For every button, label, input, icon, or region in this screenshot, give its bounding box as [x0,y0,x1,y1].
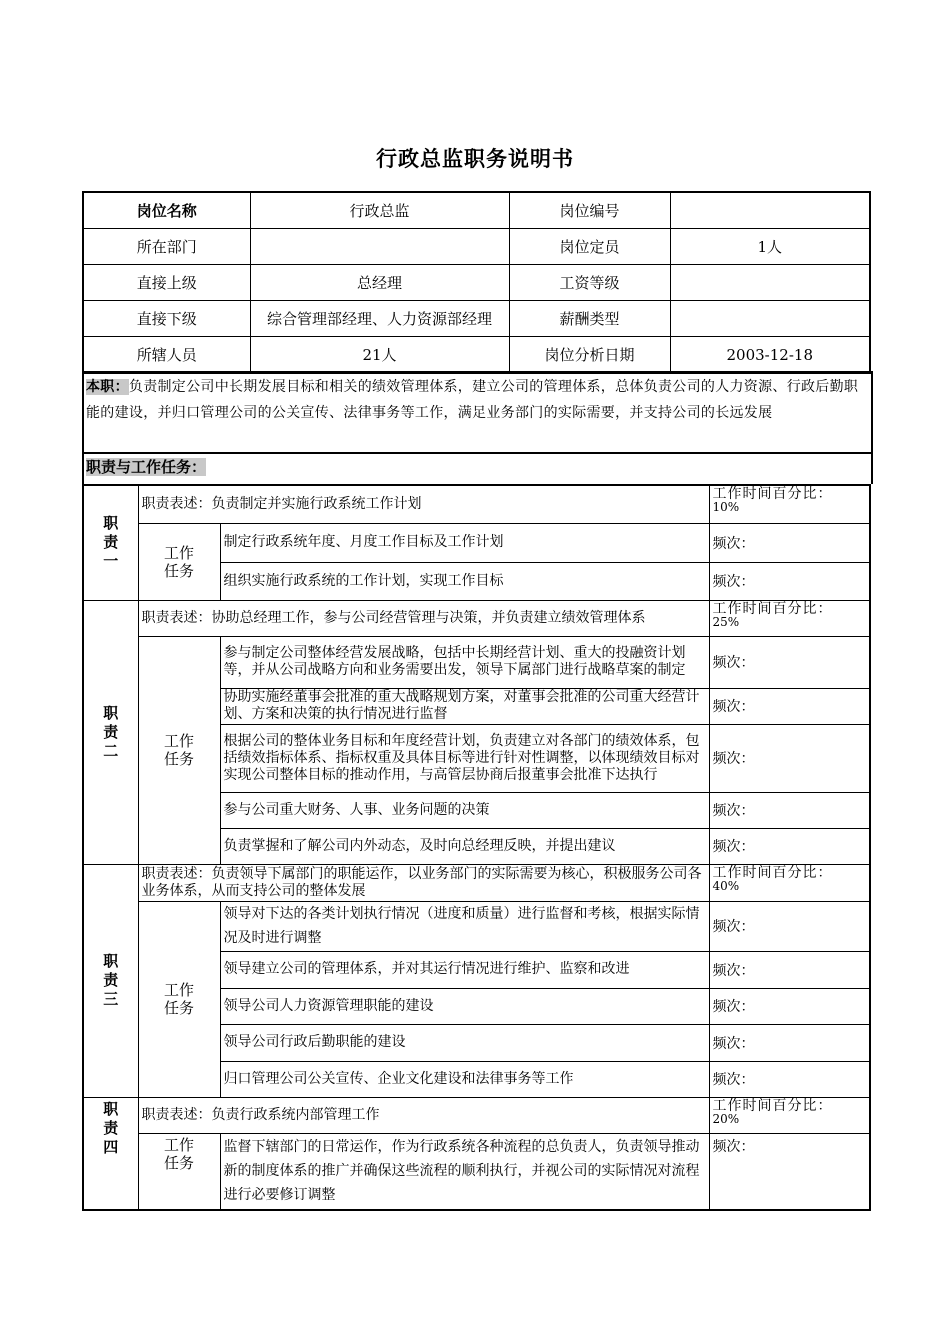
duty-1-percent: 工作时间百分比： 10% [709,485,870,523]
task-row [83,1133,870,1210]
frequency-cell: 频次： [709,1133,870,1210]
label-analysis-date: 岗位分析日期 [509,337,670,374]
task-row [83,636,870,688]
duty-3-name: 职责三 [83,864,138,1097]
frequency-cell: 频次： [709,988,870,1024]
duty-1-statement: 职责表述：负责制定并实施行政系统工作计划 [138,485,709,523]
frequency-cell: 频次： [709,1024,870,1061]
frequency-cell: 频次： [709,951,870,988]
work-task-label: 工作任务 [138,901,220,1097]
value-staff: 21人 [250,337,509,374]
value-headcount: 1人 [670,229,870,265]
value-salary-grade [670,265,870,301]
duties-heading [82,450,873,484]
frequency-cell: 频次： [709,828,870,864]
duty-3-task-4: 领导公司行政后勤职能的建设 [220,1024,709,1061]
duty-2-name: 职责二 [83,600,138,864]
duties-heading-label: 职责与工作任务： [86,458,207,476]
duty-statement-row [83,485,870,523]
duty-4-task-1: 监督下辖部门的日常运作，作为行政系统各种流程的总负责人，负责领导推动新的制度体系的推广并确保这些流程的顺利执行，并视公司的实际情况对流程进行必要修订调整 [220,1133,709,1210]
label-headcount: 岗位定员 [509,229,670,265]
value-pay-type [670,301,870,337]
duty-2-task-3: 根据公司的整体业务目标和年度经营计划，负责建立对各部门的绩效体系，包括绩效指标体系、指标权重及具体目标等进行针对性调整，以体现绩效目标对实现公司整体目标的推动作用，与高管层协商后报董事会批准下达执行 [220,724,709,792]
duty-2-percent: 工作时间百分比： 25% [709,600,870,636]
frequency-cell: 频次： [709,792,870,828]
duty-3-task-5: 归口管理公司公关宣传、企业文化建设和法律事务等工作 [220,1061,709,1097]
work-task-label: 工作任务 [138,636,220,864]
duty-3-statement: 职责表述：负责领导下属部门的职能运作，以业务部门的实际需要为核心，积极服务公司各业务体系，从而支持公司的整体发展 [138,864,709,901]
label-direct-superior: 直接上级 [83,265,250,301]
info-row [83,301,870,337]
work-task-label: 工作任务 [138,523,220,600]
label-direct-subordinate: 直接下级 [83,301,250,337]
value-direct-superior: 总经理 [250,265,509,301]
duty-2-statement: 职责表述：协助总经理工作，参与公司经营管理与决策，并负责建立绩效管理体系 [138,600,709,636]
frequency-cell: 频次： [709,523,870,562]
frequency-cell: 频次： [709,724,870,792]
label-salary-grade: 工资等级 [509,265,670,301]
frequency-cell: 频次： [709,562,870,600]
value-department [250,229,509,265]
info-row [83,229,870,265]
frequency-cell: 频次： [709,636,870,688]
info-row [83,337,870,374]
duty-statement-row [83,1097,870,1133]
duty-3-task-2: 领导建立公司的管理体系，并对其运行情况进行维护、监察和改进 [220,951,709,988]
frequency-cell: 频次： [709,1061,870,1097]
summary-text: 负责制定公司中长期发展目标和相关的绩效管理体系，建立公司的管理体系，总体负责公司的人力资源、行政后勤职能的建设，并归口管理公司的公关宣传、法律事务等工作，满足业务部门的实际需要，并支持公司的长远发展 [86,379,859,421]
label-department: 所在部门 [83,229,250,265]
value-analysis-date: 2003-12-18 [670,337,870,374]
duty-4-percent: 工作时间百分比： 20% [709,1097,870,1133]
value-position-name: 行政总监 [250,192,509,229]
label-pay-type: 薪酬类型 [509,301,670,337]
duty-2-task-2: 协助实施经董事会批准的重大战略规划方案，对董事会批准的公司重大经营计划、方案和决策的执行情况进行监督 [220,688,709,724]
duty-3-percent: 工作时间百分比： 40% [709,864,870,901]
summary-tag: 本职： [86,379,129,395]
job-summary [82,371,873,454]
value-direct-subordinate: 综合管理部经理、人力资源部经理 [250,301,509,337]
frequency-cell: 频次： [709,688,870,724]
task-row [83,901,870,951]
value-position-code [670,192,870,229]
duty-1-task-1: 制定行政系统年度、月度工作目标及工作计划 [220,523,709,562]
duty-1-task-2: 组织实施行政系统的工作计划，实现工作目标 [220,562,709,600]
duty-1-name: 职责一 [83,485,138,600]
duty-statement-row [83,600,870,636]
label-staff: 所辖人员 [83,337,250,374]
duty-2-task-5: 负责掌握和了解公司内外动态，及时向总经理反映，并提出建议 [220,828,709,864]
label-position-code: 岗位编号 [509,192,670,229]
page-title: 行政总监职务说明书 [376,147,574,171]
duty-4-name: 职责四 [83,1097,138,1210]
duty-statement-row [83,864,870,901]
label-position-name: 岗位名称 [83,192,250,229]
duty-3-task-1: 领导对下达的各类计划执行情况（进度和质量）进行监督和考核，根据实际情况及时进行调整 [220,901,709,951]
work-task-label: 工作任务 [138,1133,220,1210]
duty-3-task-3: 领导公司人力资源管理职能的建设 [220,988,709,1024]
duty-4-statement: 职责表述：负责行政系统内部管理工作 [138,1097,709,1133]
task-row [83,523,870,562]
frequency-cell: 频次： [709,901,870,951]
duty-2-task-4: 参与公司重大财务、人事、业务问题的决策 [220,792,709,828]
duties-table [82,484,871,1211]
info-row [83,192,870,229]
info-row [83,265,870,301]
basic-info-table [82,191,871,374]
duty-2-task-1: 参与制定公司整体经营发展战略，包括中长期经营计划、重大的投融资计划等，并从公司战略方向和业务需要出发，领导下属部门进行战略草案的制定 [220,636,709,688]
